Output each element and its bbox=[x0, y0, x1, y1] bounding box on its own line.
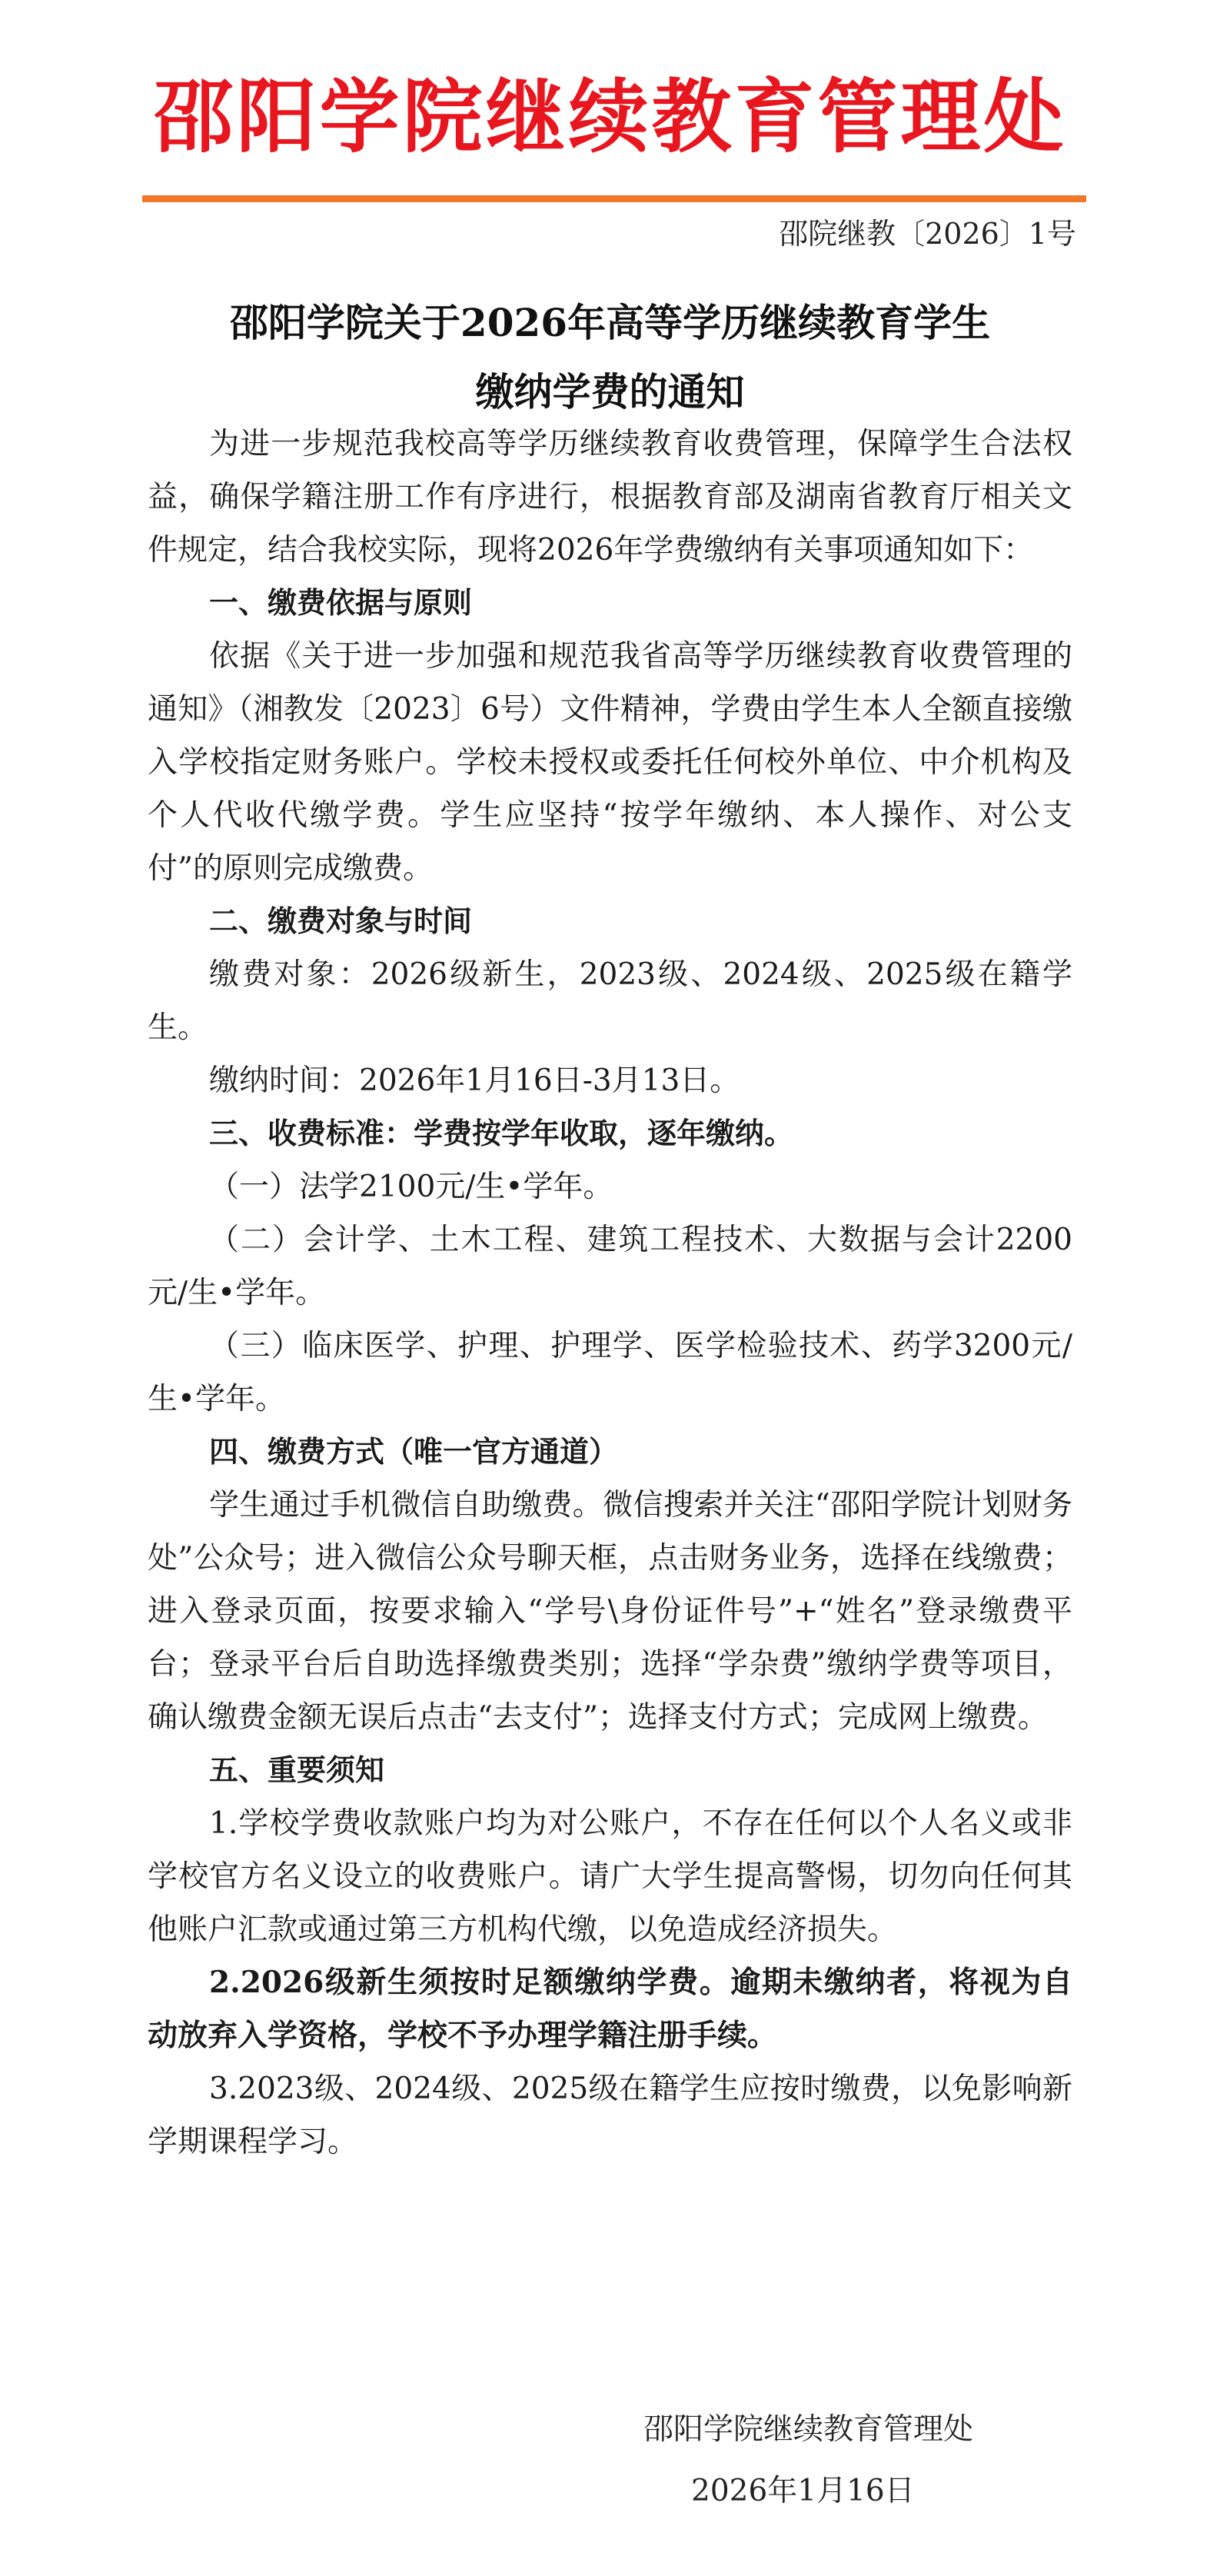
fee-item-3: （三）临床医学、护理、护理学、医学检验技术、药学3200元/生•学年。 bbox=[148, 1329, 1072, 1416]
section-heading-5: 五、重要须知 bbox=[209, 1753, 385, 1787]
signature-date: 2026年1月16日 bbox=[691, 2474, 915, 2508]
document-title bbox=[138, 288, 1082, 427]
payment-time-paragraph: 缴纳时间：2026年1月16日-3月13日。 bbox=[209, 1063, 740, 1098]
section-1-paragraph: 依据《关于进一步加强和规范我省高等学历继续教育收费管理的通知》（湘教发〔2023〕6号）文件精神，学费由学生本人全额直接缴入学校指定财务账户。学校未授权或委托任何校外单位、中介机构及个人代收代缴学费。学生应坚持“按学年缴纳、本人操作、对公支付”的原则完成缴费。 bbox=[148, 639, 1072, 886]
section-heading-3: 三、收费标准：学费按学年收取，逐年缴纳。 bbox=[209, 1117, 794, 1150]
title-line-1: 邵阳学院关于2026年高等学历继续教育学生 bbox=[229, 300, 991, 345]
document-number: 邵院继教〔2026〕1号 bbox=[779, 217, 1076, 251]
red-header-org-name: 邵阳学院继续教育管理处 bbox=[153, 70, 1067, 164]
notice-item-3: 3.2023级、2024级、2025级在籍学生应按时缴费，以免影响新学期课程学习。 bbox=[148, 2072, 1072, 2159]
header-divider bbox=[142, 195, 1086, 202]
payment-method-paragraph: 学生通过手机微信自助缴费。微信搜索并关注“邵阳学院计划财务处”公众号；进入微信公众号聊天框，点击财务业务，选择在线缴费；进入登录页面，按要求输入“学号\身份证件号”+“姓名”登录缴费平台；登录平台后自助选择缴费类别；选择“学杂费”缴纳学费等项目，确认缴费金额无误后点击“去支付”；选择支付方式；完成网上缴费。 bbox=[148, 1488, 1072, 1735]
title-line-2: 缴纳学费的通知 bbox=[475, 369, 745, 414]
fee-item-1: （一）法学2100元/生•学年。 bbox=[209, 1170, 613, 1204]
signature-org: 邵阳学院继续教育管理处 bbox=[643, 2412, 974, 2447]
document-body bbox=[148, 418, 1072, 2168]
section-heading-4: 四、缴费方式（唯一官方通道） bbox=[209, 1435, 619, 1469]
intro-paragraph: 为进一步规范我校高等学历继续教育收费管理，保障学生合法权益，确保学籍注册工作有序进行，根据教育部及湖南省教育厅相关文件规定，结合我校实际，现将2026年学费缴纳有关事项通知如下： bbox=[148, 427, 1072, 567]
fee-item-2: （二）会计学、土木工程、建筑工程技术、大数据与会计2200元/生•学年。 bbox=[148, 1223, 1072, 1310]
section-heading-1: 一、缴费依据与原则 bbox=[209, 586, 473, 620]
payment-targets-paragraph: 缴费对象：2026级新生，2023级、2024级、2025级在籍学生。 bbox=[148, 957, 1072, 1045]
notice-item-2: 2.2026级新生须按时足额缴纳学费。逾期未缴纳者，将视为自动放弃入学资格，学校不予办理学籍注册手续。 bbox=[148, 1965, 1072, 2053]
signature-block bbox=[643, 2399, 1043, 2522]
notice-item-1: 1.学校学费收款账户均为对公账户，不存在任何以个人名义或非学校官方名义设立的收费账户。请广大学生提高警惕，切勿向任何其他账户汇款或通过第三方机构代缴，以免造成经济损失。 bbox=[148, 1806, 1072, 1947]
section-heading-2: 二、缴费对象与时间 bbox=[209, 904, 473, 938]
